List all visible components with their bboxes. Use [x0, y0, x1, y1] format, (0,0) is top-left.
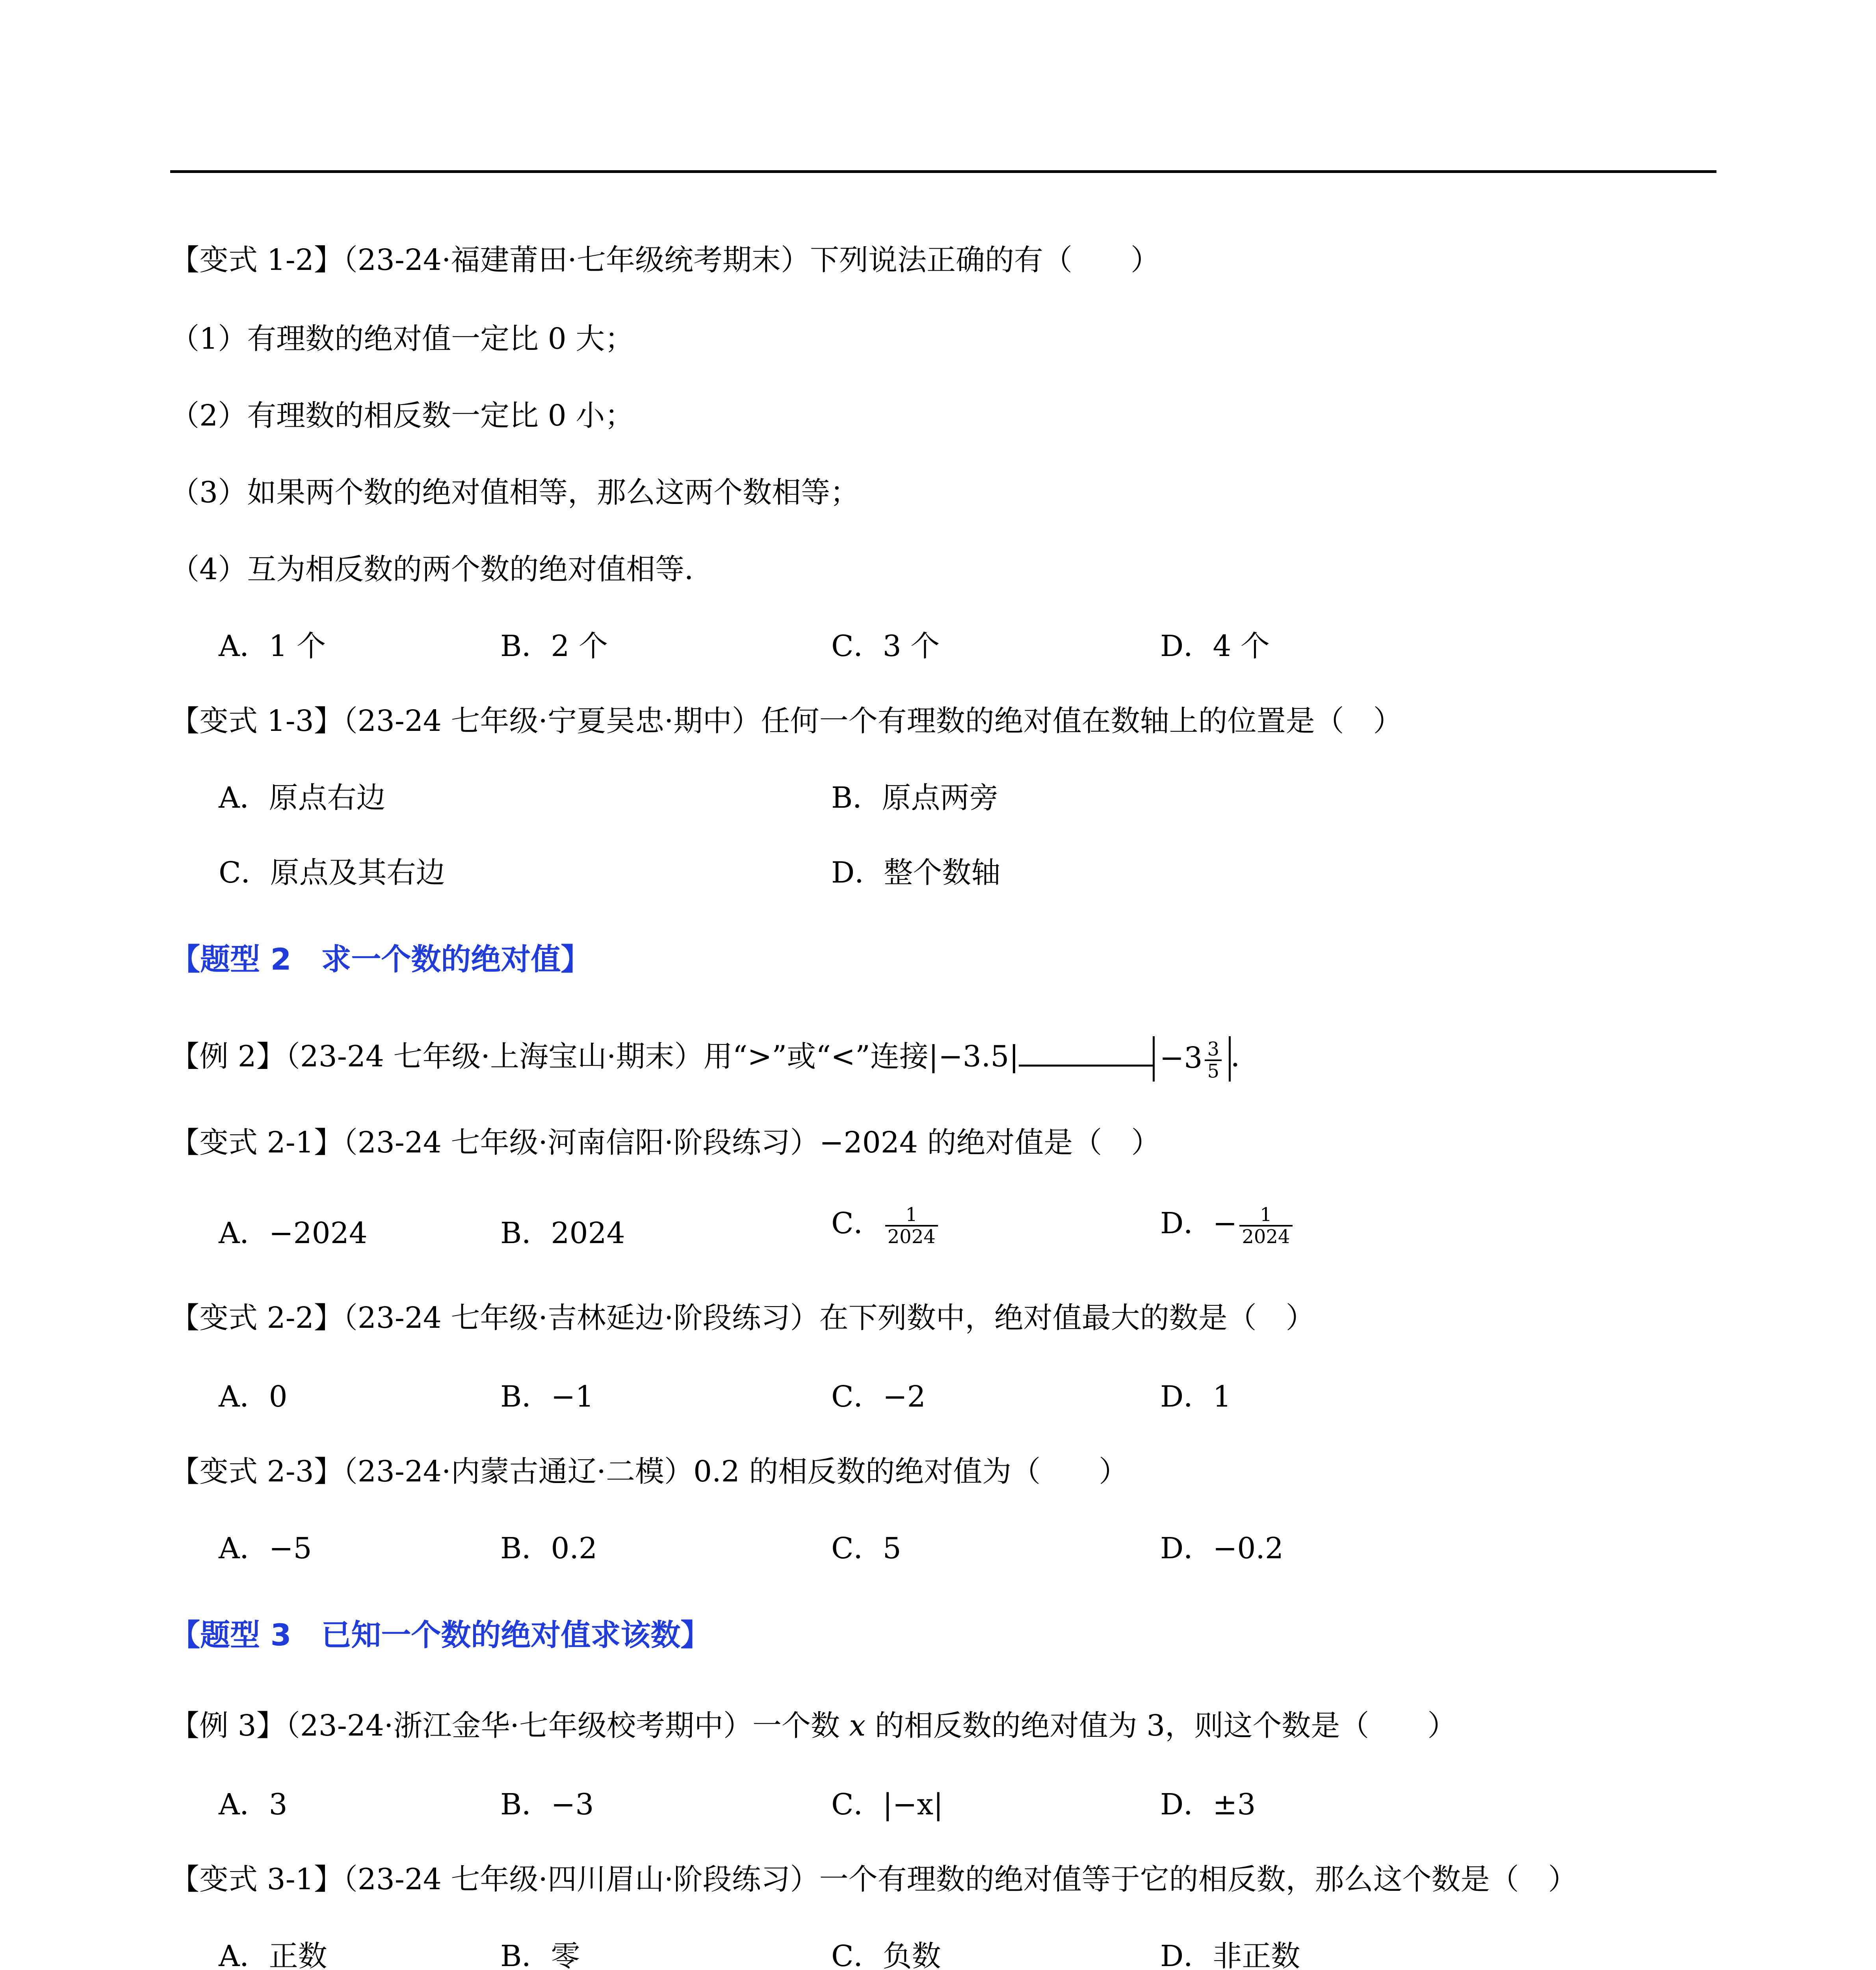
- answer-blank: [1019, 1039, 1153, 1067]
- option-d: D．−0.2: [1160, 1531, 1284, 1565]
- statement-2: （2）有理数的相反数一定比 0 小；: [170, 399, 634, 433]
- option-d: D．− $\frac{1}{2024}$: [1160, 1204, 1295, 1247]
- statement-4: （4）互为相反数的两个数的绝对值相等．: [170, 552, 714, 586]
- option-a: A．正数: [219, 1939, 327, 1970]
- option-a: A．0: [219, 1380, 288, 1414]
- question-v1-2-stem: 【变式 1-2】（23-24·福建莆田·七年级统考期末）下列说法正确的有（ ）: [170, 243, 1160, 277]
- option-c: C．5: [831, 1531, 901, 1565]
- absolute-value-mixed-number: [1153, 1036, 1231, 1082]
- header-rule: [170, 170, 1716, 173]
- option-d: D．1: [1160, 1380, 1231, 1414]
- option-b: B．2024: [500, 1216, 625, 1250]
- option-c: C．−2: [831, 1380, 926, 1414]
- option-a: A．−5: [219, 1531, 312, 1565]
- fraction: $\frac{3}{5}$: [1205, 1039, 1222, 1082]
- fraction: $\frac{1}{2024}$: [1239, 1204, 1292, 1247]
- question-v1-3-stem: 【变式 1-3】（23-24 七年级·宁夏吴忠·期中）任何一个有理数的绝对值在数轴上的位置是（ ）: [170, 704, 1402, 738]
- statement-1: （1）有理数的绝对值一定比 0 大；: [170, 322, 634, 356]
- option-a: A．−2024: [219, 1216, 368, 1250]
- section-heading-type-2: 【题型 2 求一个数的绝对值】: [170, 942, 591, 977]
- option-b: B．−3: [500, 1788, 594, 1821]
- question-v3-1-stem: 【变式 3-1】（23-24 七年级·四川眉山·阶段练习）一个有理数的绝对值等于它的相反数，那么这个数是（ ）: [170, 1862, 1577, 1896]
- option-b: B．原点两旁: [831, 781, 999, 815]
- variable-x: x: [849, 1709, 866, 1743]
- option-c: C． $\frac{1}{2024}$: [831, 1204, 940, 1247]
- option-c: C．负数: [831, 1939, 941, 1970]
- example-2-lead: 【例 2】（23-24 七年级·上海宝山·期末）用“>”或“<”连接|−3.5|: [170, 1039, 1019, 1074]
- option-a: A．原点右边: [219, 781, 386, 815]
- option-a: A．1 个: [219, 629, 326, 663]
- question-example-2: [170, 1036, 1260, 1082]
- option-d: D．整个数轴: [831, 856, 1001, 890]
- option-b: B．2 个: [500, 629, 608, 663]
- question-v2-1-stem: 【变式 2-1】（23-24 七年级·河南信阳·阶段练习）−2024 的绝对值是（ ）: [170, 1126, 1161, 1160]
- question-v2-3-stem: 【变式 2-3】（23-24·内蒙古通辽·二模）0.2 的相反数的绝对值为（ ）: [170, 1455, 1128, 1489]
- question-example-3: 【例 3】（23-24·浙江金华·七年级校考期中）一个数 x 的相反数的绝对值为 3，则这个数是（ ）: [170, 1709, 1457, 1743]
- option-d: D．非正数: [1160, 1939, 1300, 1970]
- option-b: B．0.2: [500, 1531, 598, 1565]
- option-a: A．3: [219, 1788, 288, 1821]
- question-v2-2-stem: 【变式 2-2】（23-24 七年级·吉林延边·阶段练习）在下列数中，绝对值最大的数是（ ）: [170, 1301, 1315, 1335]
- option-d: D．4 个: [1160, 629, 1270, 663]
- option-c: C．|−x|: [831, 1788, 944, 1821]
- period: ．: [1231, 1039, 1260, 1074]
- section-heading-type-3: 【题型 3 已知一个数的绝对值求该数】: [170, 1617, 711, 1652]
- mixed-whole: −3: [1159, 1041, 1203, 1075]
- option-c: C．原点及其右边: [219, 856, 445, 890]
- option-d: D．±3: [1160, 1788, 1256, 1821]
- statement-3: （3）如果两个数的绝对值相等，那么这两个数相等；: [170, 476, 860, 509]
- fraction: $\frac{1}{2024}$: [885, 1204, 938, 1247]
- option-b: B．零: [500, 1939, 580, 1970]
- option-c: C．3 个: [831, 629, 940, 663]
- option-b: B．−1: [500, 1380, 594, 1414]
